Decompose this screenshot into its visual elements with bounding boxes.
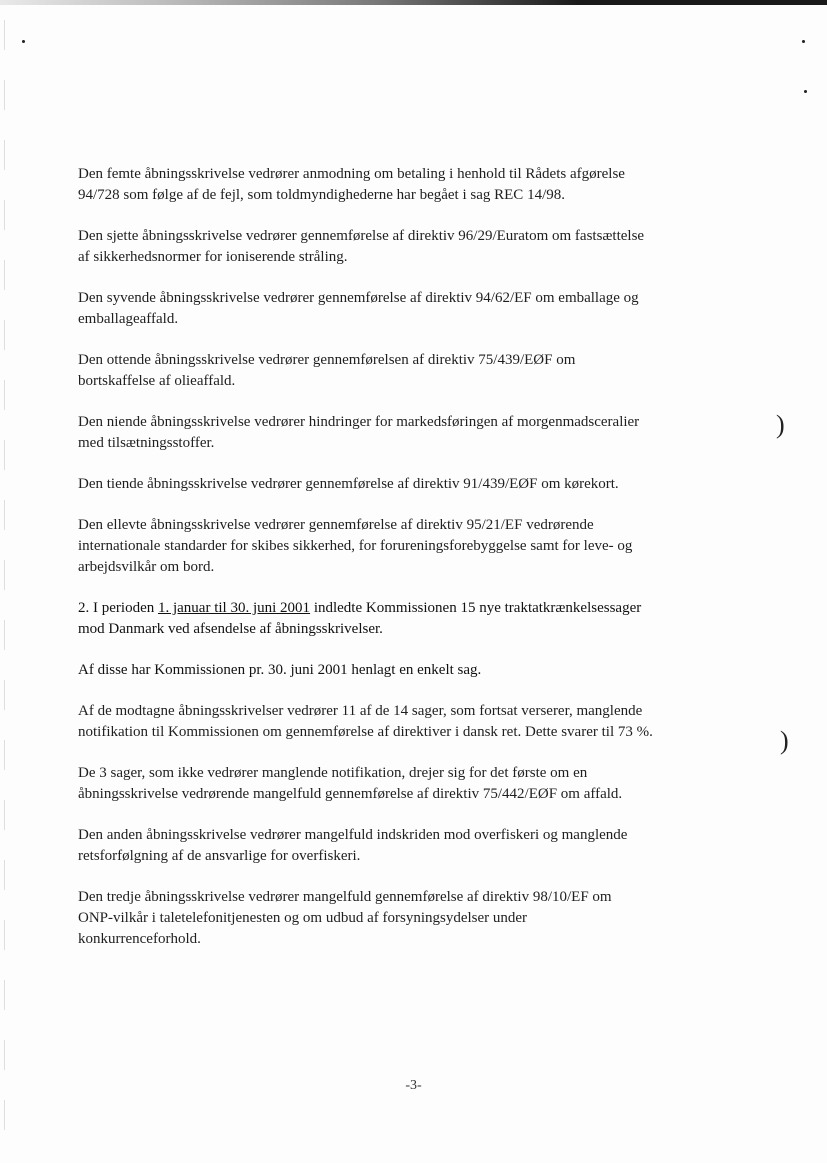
paragraph: Den tredje åbningsskrivelse vedrører mangelfuld gennemførelse af direktiv 98/10/EF om ONP-vilkår i taletelefonitjenesten og om udbud af forsyningsydelser under konkurrenceforhold. bbox=[78, 889, 612, 947]
paragraph: Den sjette åbningsskrivelse vedrører gennemførelse af direktiv 96/29/Euratom om fastsættelse af sikkerhedsnormer for ioniserende stråling. bbox=[78, 228, 645, 265]
paragraph: Den ellevte åbningsskrivelse vedrører gennemførelse af direktiv 95/21/EF vedrørende internationale standarder for skibes sikkerhed, for forureningsforebyggelse samt for leve- og arbejdsvilkår om bord. bbox=[78, 517, 633, 575]
paragraph: Den anden åbningsskrivelse vedrører mangelfuld indskriden mod overfiskeri og manglende retsforfølgning af de ansvarlige for overfiskeri. bbox=[78, 827, 628, 864]
scan-speck bbox=[802, 40, 805, 43]
period-dates: 1. januar til 30. juni 2001 bbox=[157, 600, 311, 616]
paragraph-period-summary bbox=[78, 598, 768, 640]
paragraph-text: indledte Kommissionen 15 nye traktatkrænkelsessager mod Danmark ved afsendelse af åbningsskrivelser. bbox=[78, 600, 642, 637]
paragraph: De 3 sager, som ikke vedrører manglende notifikation, drejer sig for det første om en åbningsskrivelse vedrørende mangelfuld gennemførelse af direktiv 75/442/EØF om affald. bbox=[78, 765, 623, 802]
scan-edge-left bbox=[4, 20, 5, 1140]
paragraph: Af de modtagne åbningsskrivelser vedrører 11 af de 14 sager, som fortsat verserer, manglende notifikation til Kommissionen om gennemførelse af direktiver i dansk ret. Dette svarer til 73 %. bbox=[78, 703, 653, 740]
page-number: -3- bbox=[405, 1078, 422, 1093]
paragraph: Den femte åbningsskrivelse vedrører anmodning om betaling i henhold til Rådets afgørelse 94/728 som følge af de fejl, som toldmyndighederne har begået i sag REC 14/98. bbox=[78, 166, 625, 203]
paragraph: Den tiende åbningsskrivelse vedrører gennemførelse af direktiv 91/439/EØF om kørekort. bbox=[78, 476, 619, 492]
paragraph: Den niende åbningsskrivelse vedrører hindringer for markedsføringen af morgenmadsceralier med tilsætningsstoffer. bbox=[78, 414, 640, 451]
paragraph: Den ottende åbningsskrivelse vedrører gennemførelsen af direktiv 75/439/EØF om bortskaffelse af olieaffald. bbox=[78, 352, 576, 389]
paragraph-text: 2. I perioden bbox=[78, 600, 158, 616]
scan-edge-top bbox=[0, 0, 827, 5]
margin-mark: ) bbox=[776, 410, 785, 439]
paragraph: Den syvende åbningsskrivelse vedrører gennemførelse af direktiv 94/62/EF om emballage og emballageaffald. bbox=[78, 290, 639, 327]
scan-speck bbox=[22, 40, 25, 43]
paragraph: Af disse har Kommissionen pr. 30. juni 2001 henlagt en enkelt sag. bbox=[78, 662, 482, 678]
margin-mark: ) bbox=[780, 726, 789, 755]
scan-speck bbox=[804, 90, 807, 93]
body-text bbox=[78, 164, 768, 970]
